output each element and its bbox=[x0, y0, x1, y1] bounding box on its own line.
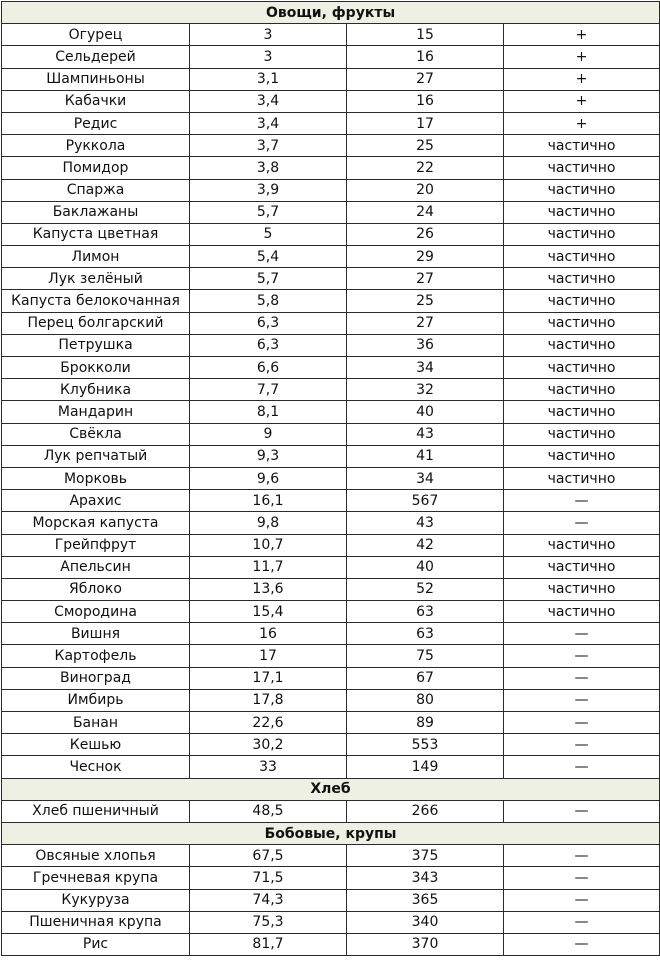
calories-cell: 553 bbox=[347, 734, 504, 756]
calories-cell: 89 bbox=[347, 712, 504, 734]
table-row bbox=[2, 179, 660, 201]
carbs-cell: 22,6 bbox=[190, 712, 347, 734]
product-name-cell: Апельсин bbox=[2, 556, 190, 578]
carbs-cell: 13,6 bbox=[190, 578, 347, 600]
table-row bbox=[2, 933, 660, 955]
table-row bbox=[2, 800, 660, 822]
table-row bbox=[2, 667, 660, 689]
table-row bbox=[2, 90, 660, 112]
carbs-cell: 5 bbox=[190, 223, 347, 245]
carbs-cell: 5,7 bbox=[190, 201, 347, 223]
carbs-cell: 3,7 bbox=[190, 135, 347, 157]
allowed-cell: — bbox=[504, 889, 660, 911]
carbs-cell: 67,5 bbox=[190, 845, 347, 867]
allowed-cell: частично bbox=[504, 179, 660, 201]
calories-cell: 32 bbox=[347, 379, 504, 401]
product-name-cell: Грейпфрут bbox=[2, 534, 190, 556]
carbs-cell: 17,8 bbox=[190, 689, 347, 711]
carbs-cell: 9,6 bbox=[190, 467, 347, 489]
calories-cell: 27 bbox=[347, 68, 504, 90]
table-row bbox=[2, 312, 660, 334]
calories-cell: 80 bbox=[347, 689, 504, 711]
calories-cell: 15 bbox=[347, 24, 504, 46]
calories-cell: 25 bbox=[347, 135, 504, 157]
product-name-cell: Хлеб пшеничный bbox=[2, 800, 190, 822]
product-name-cell: Чеснок bbox=[2, 756, 190, 778]
calories-cell: 41 bbox=[347, 445, 504, 467]
product-name-cell: Спаржа bbox=[2, 179, 190, 201]
table-row bbox=[2, 157, 660, 179]
product-name-cell: Вишня bbox=[2, 623, 190, 645]
carbs-cell: 9,8 bbox=[190, 512, 347, 534]
carbs-cell: 3 bbox=[190, 46, 347, 68]
allowed-cell: частично bbox=[504, 578, 660, 600]
product-name-cell: Руккола bbox=[2, 135, 190, 157]
section-header-row bbox=[2, 2, 660, 24]
table-row bbox=[2, 46, 660, 68]
carbs-cell: 3,9 bbox=[190, 179, 347, 201]
calories-cell: 343 bbox=[347, 867, 504, 889]
table-row bbox=[2, 112, 660, 134]
allowed-cell: — bbox=[504, 623, 660, 645]
carbs-cell: 6,6 bbox=[190, 357, 347, 379]
product-name-cell: Арахис bbox=[2, 490, 190, 512]
product-name-cell: Кабачки bbox=[2, 90, 190, 112]
table-row bbox=[2, 445, 660, 467]
carbs-cell: 17 bbox=[190, 645, 347, 667]
calories-cell: 43 bbox=[347, 423, 504, 445]
carbs-cell: 11,7 bbox=[190, 556, 347, 578]
section-header-row bbox=[2, 778, 660, 800]
product-name-cell: Лимон bbox=[2, 246, 190, 268]
table-row bbox=[2, 268, 660, 290]
carbs-cell: 3,4 bbox=[190, 112, 347, 134]
carbs-cell: 3,1 bbox=[190, 68, 347, 90]
section-title: Хлеб bbox=[2, 778, 660, 800]
product-name-cell: Банан bbox=[2, 712, 190, 734]
allowed-cell: + bbox=[504, 46, 660, 68]
carbs-cell: 17,1 bbox=[190, 667, 347, 689]
calories-cell: 567 bbox=[347, 490, 504, 512]
carbs-cell: 9 bbox=[190, 423, 347, 445]
table-row bbox=[2, 645, 660, 667]
calories-cell: 43 bbox=[347, 512, 504, 534]
carbs-cell: 3,4 bbox=[190, 90, 347, 112]
allowed-cell: частично bbox=[504, 534, 660, 556]
calories-cell: 370 bbox=[347, 933, 504, 955]
carbs-cell: 5,7 bbox=[190, 268, 347, 290]
calories-cell: 29 bbox=[347, 246, 504, 268]
table-row bbox=[2, 623, 660, 645]
table-row bbox=[2, 845, 660, 867]
allowed-cell: — bbox=[504, 667, 660, 689]
calories-cell: 34 bbox=[347, 357, 504, 379]
product-name-cell: Кукуруза bbox=[2, 889, 190, 911]
allowed-cell: + bbox=[504, 112, 660, 134]
calories-cell: 52 bbox=[347, 578, 504, 600]
carbs-cell: 6,3 bbox=[190, 334, 347, 356]
carbs-cell: 10,7 bbox=[190, 534, 347, 556]
allowed-cell: частично bbox=[504, 246, 660, 268]
table-row bbox=[2, 290, 660, 312]
allowed-cell: — bbox=[504, 689, 660, 711]
table-row bbox=[2, 357, 660, 379]
calories-cell: 75 bbox=[347, 645, 504, 667]
carbs-cell: 16 bbox=[190, 623, 347, 645]
table-row bbox=[2, 24, 660, 46]
table-row bbox=[2, 334, 660, 356]
calories-cell: 36 bbox=[347, 334, 504, 356]
product-name-cell: Картофель bbox=[2, 645, 190, 667]
calories-cell: 22 bbox=[347, 157, 504, 179]
product-name-cell: Лук зелёный bbox=[2, 268, 190, 290]
table-row bbox=[2, 68, 660, 90]
calories-cell: 24 bbox=[347, 201, 504, 223]
carbs-cell: 6,3 bbox=[190, 312, 347, 334]
carbs-cell: 3,8 bbox=[190, 157, 347, 179]
carbs-cell: 7,7 bbox=[190, 379, 347, 401]
carbs-cell: 33 bbox=[190, 756, 347, 778]
product-name-cell: Морская капуста bbox=[2, 512, 190, 534]
calories-cell: 16 bbox=[347, 46, 504, 68]
carbs-cell: 74,3 bbox=[190, 889, 347, 911]
product-name-cell: Свёкла bbox=[2, 423, 190, 445]
product-name-cell: Пшеничная крупа bbox=[2, 911, 190, 933]
table-row bbox=[2, 689, 660, 711]
section-header-row bbox=[2, 822, 660, 844]
table-row bbox=[2, 534, 660, 556]
product-name-cell: Редис bbox=[2, 112, 190, 134]
allowed-cell: — bbox=[504, 490, 660, 512]
carbs-cell: 75,3 bbox=[190, 911, 347, 933]
table-row bbox=[2, 578, 660, 600]
allowed-cell: + bbox=[504, 68, 660, 90]
allowed-cell: частично bbox=[504, 268, 660, 290]
table-row bbox=[2, 734, 660, 756]
product-name-cell: Смородина bbox=[2, 601, 190, 623]
allowed-cell: — bbox=[504, 867, 660, 889]
allowed-cell: — bbox=[504, 512, 660, 534]
product-name-cell: Капуста цветная bbox=[2, 223, 190, 245]
table-row bbox=[2, 423, 660, 445]
calories-cell: 26 bbox=[347, 223, 504, 245]
calories-cell: 63 bbox=[347, 623, 504, 645]
section-title: Овощи, фрукты bbox=[2, 2, 660, 24]
carbs-cell: 8,1 bbox=[190, 401, 347, 423]
table-row bbox=[2, 512, 660, 534]
allowed-cell: частично bbox=[504, 223, 660, 245]
calories-cell: 40 bbox=[347, 401, 504, 423]
allowed-cell: частично bbox=[504, 556, 660, 578]
section-title: Бобовые, крупы bbox=[2, 822, 660, 844]
calories-cell: 17 bbox=[347, 112, 504, 134]
carbs-cell: 48,5 bbox=[190, 800, 347, 822]
allowed-cell: — bbox=[504, 645, 660, 667]
product-name-cell: Перец болгарский bbox=[2, 312, 190, 334]
allowed-cell: — bbox=[504, 712, 660, 734]
product-name-cell: Шампиньоны bbox=[2, 68, 190, 90]
table-row bbox=[2, 201, 660, 223]
calories-cell: 375 bbox=[347, 845, 504, 867]
table-row bbox=[2, 911, 660, 933]
allowed-cell: + bbox=[504, 90, 660, 112]
allowed-cell: частично bbox=[504, 601, 660, 623]
product-name-cell: Лук репчатый bbox=[2, 445, 190, 467]
table-row bbox=[2, 135, 660, 157]
table-row bbox=[2, 467, 660, 489]
table-body bbox=[2, 2, 660, 956]
product-name-cell: Кешью bbox=[2, 734, 190, 756]
table-row bbox=[2, 556, 660, 578]
allowed-cell: — bbox=[504, 734, 660, 756]
carbs-cell: 81,7 bbox=[190, 933, 347, 955]
food-table bbox=[1, 1, 660, 956]
allowed-cell: частично bbox=[504, 357, 660, 379]
product-name-cell: Сельдерей bbox=[2, 46, 190, 68]
allowed-cell: — bbox=[504, 933, 660, 955]
carbs-cell: 15,4 bbox=[190, 601, 347, 623]
product-name-cell: Петрушка bbox=[2, 334, 190, 356]
calories-cell: 266 bbox=[347, 800, 504, 822]
allowed-cell: частично bbox=[504, 379, 660, 401]
allowed-cell: частично bbox=[504, 201, 660, 223]
product-name-cell: Яблоко bbox=[2, 578, 190, 600]
allowed-cell: — bbox=[504, 800, 660, 822]
carbs-cell: 5,8 bbox=[190, 290, 347, 312]
allowed-cell: частично bbox=[504, 290, 660, 312]
product-name-cell: Рис bbox=[2, 933, 190, 955]
table-row bbox=[2, 867, 660, 889]
allowed-cell: — bbox=[504, 845, 660, 867]
product-name-cell: Мандарин bbox=[2, 401, 190, 423]
product-name-cell: Имбирь bbox=[2, 689, 190, 711]
allowed-cell: частично bbox=[504, 445, 660, 467]
product-name-cell: Баклажаны bbox=[2, 201, 190, 223]
product-name-cell: Помидор bbox=[2, 157, 190, 179]
allowed-cell: частично bbox=[504, 401, 660, 423]
product-name-cell: Морковь bbox=[2, 467, 190, 489]
product-name-cell: Гречневая крупа bbox=[2, 867, 190, 889]
calories-cell: 34 bbox=[347, 467, 504, 489]
product-name-cell: Виноград bbox=[2, 667, 190, 689]
calories-cell: 340 bbox=[347, 911, 504, 933]
calories-cell: 27 bbox=[347, 268, 504, 290]
table-row bbox=[2, 223, 660, 245]
calories-cell: 20 bbox=[347, 179, 504, 201]
product-name-cell: Огурец bbox=[2, 24, 190, 46]
allowed-cell: частично bbox=[504, 312, 660, 334]
allowed-cell: частично bbox=[504, 135, 660, 157]
product-name-cell: Брокколи bbox=[2, 357, 190, 379]
product-name-cell: Овсяные хлопья bbox=[2, 845, 190, 867]
table-row bbox=[2, 756, 660, 778]
calories-cell: 27 bbox=[347, 312, 504, 334]
table-row bbox=[2, 246, 660, 268]
table-row bbox=[2, 889, 660, 911]
calories-cell: 149 bbox=[347, 756, 504, 778]
calories-cell: 40 bbox=[347, 556, 504, 578]
carbs-cell: 16,1 bbox=[190, 490, 347, 512]
table-row bbox=[2, 712, 660, 734]
carbs-cell: 30,2 bbox=[190, 734, 347, 756]
allowed-cell: частично bbox=[504, 467, 660, 489]
allowed-cell: + bbox=[504, 24, 660, 46]
carbs-cell: 5,4 bbox=[190, 246, 347, 268]
allowed-cell: частично bbox=[504, 157, 660, 179]
table-row bbox=[2, 601, 660, 623]
calories-cell: 63 bbox=[347, 601, 504, 623]
table-row bbox=[2, 379, 660, 401]
calories-cell: 16 bbox=[347, 90, 504, 112]
product-name-cell: Капуста белокочанная bbox=[2, 290, 190, 312]
table-row bbox=[2, 401, 660, 423]
allowed-cell: — bbox=[504, 756, 660, 778]
allowed-cell: — bbox=[504, 911, 660, 933]
carbs-cell: 71,5 bbox=[190, 867, 347, 889]
calories-cell: 365 bbox=[347, 889, 504, 911]
calories-cell: 67 bbox=[347, 667, 504, 689]
product-name-cell: Клубника bbox=[2, 379, 190, 401]
calories-cell: 42 bbox=[347, 534, 504, 556]
carbs-cell: 9,3 bbox=[190, 445, 347, 467]
calories-cell: 25 bbox=[347, 290, 504, 312]
allowed-cell: частично bbox=[504, 334, 660, 356]
allowed-cell: частично bbox=[504, 423, 660, 445]
table-row bbox=[2, 490, 660, 512]
carbs-cell: 3 bbox=[190, 24, 347, 46]
